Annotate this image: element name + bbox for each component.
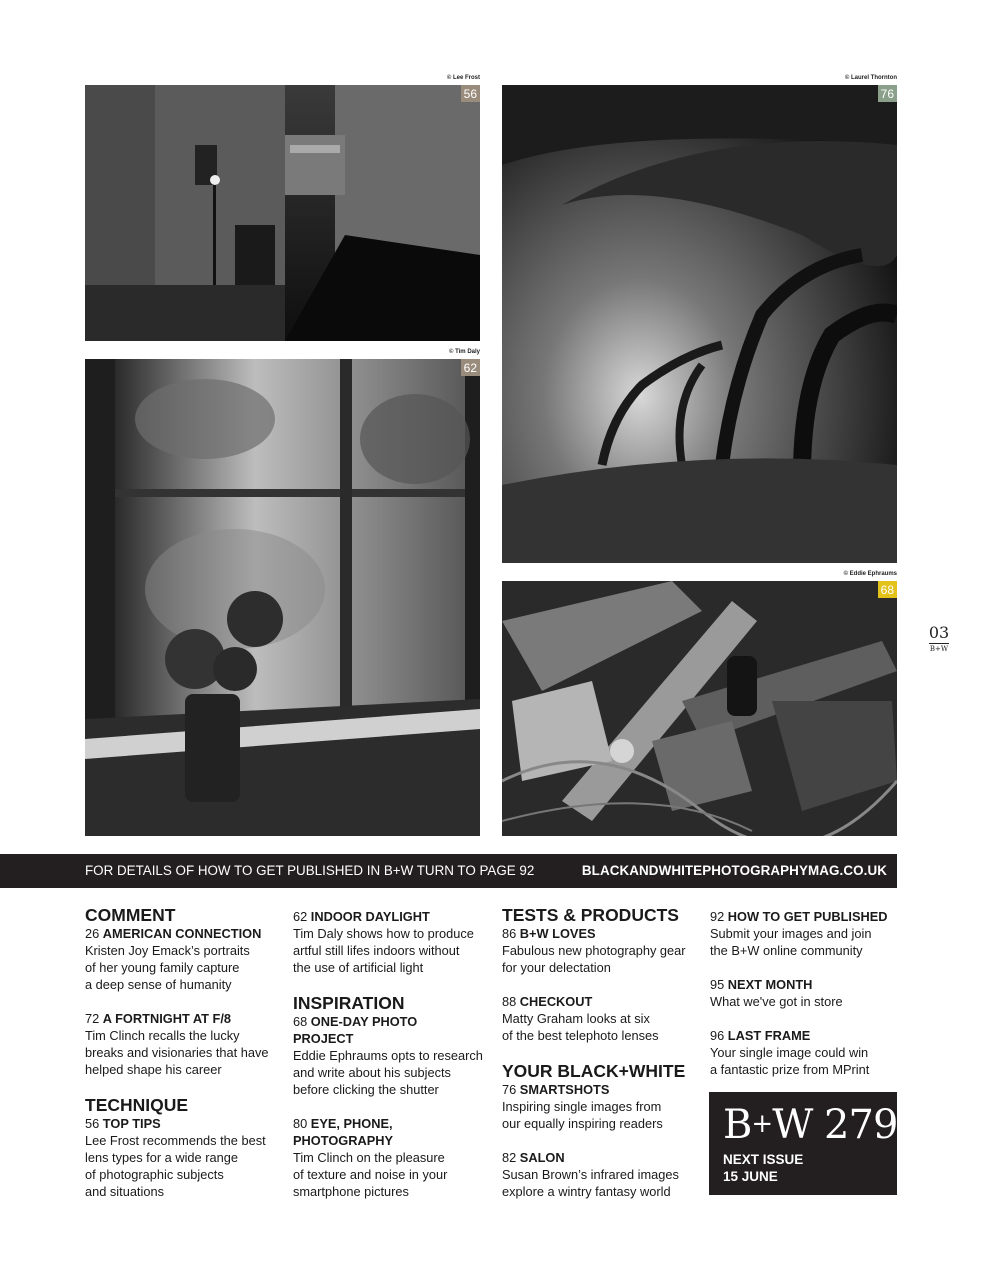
photo-window-still-life bbox=[85, 359, 480, 836]
item-title: SMARTSHOTS bbox=[519, 1082, 610, 1097]
contents-item[interactable] bbox=[710, 1027, 900, 1078]
item-title: SALON bbox=[519, 1150, 565, 1165]
item-description: Eddie Ephraums opts to research and write about his subjects before clicking the shutter bbox=[293, 1048, 483, 1097]
photo-credit: © Laurel Thornton bbox=[844, 75, 897, 81]
item-page: 26 bbox=[85, 926, 100, 941]
photo-twisted-trees bbox=[502, 85, 897, 563]
item-page: 82 bbox=[502, 1150, 517, 1165]
contents-item[interactable] bbox=[502, 1081, 702, 1132]
photo-credit: © Tim Daly bbox=[449, 349, 480, 355]
item-title: ONE-DAY PHOTO bbox=[310, 1014, 418, 1029]
publish-banner bbox=[0, 854, 897, 888]
item-title: AMERICAN CONNECTION bbox=[102, 926, 262, 941]
folio-rule bbox=[929, 643, 949, 644]
section-heading-tests-products: TESTS & PRODUCTS bbox=[502, 905, 679, 925]
item-description: Fabulous new photography gear for your delectation bbox=[502, 943, 686, 975]
contents-column-2 bbox=[293, 908, 493, 1217]
item-title: TOP TIPS bbox=[102, 1116, 161, 1131]
item-description: Lee Frost recommends the best lens types for a wide range of photographic subjects and situations bbox=[85, 1133, 266, 1199]
contents-item[interactable] bbox=[710, 976, 900, 1010]
website-link[interactable]: BLACKANDWHITEPHOTOGRAPHYMAG.CO.UK bbox=[581, 863, 887, 878]
page-number-badge: 56 bbox=[461, 85, 480, 102]
item-description: Your single image could win a fantastic prize from MPrint bbox=[710, 1045, 870, 1077]
item-description: Tim Clinch recalls the lucky breaks and visionaries that have helped shape his career bbox=[85, 1028, 269, 1077]
contents-item[interactable] bbox=[85, 1010, 285, 1078]
contents-item[interactable] bbox=[293, 1115, 493, 1200]
banner-lead-text: FOR DETAILS OF HOW TO GET PUBLISHED IN B+W TURN TO PAGE 92 bbox=[85, 863, 535, 878]
item-title: LAST FRAME bbox=[727, 1028, 811, 1043]
folio-tag: B+W bbox=[929, 645, 949, 653]
next-issue-label: NEXT ISSUE 15 JUNE bbox=[723, 1152, 804, 1184]
item-page: 76 bbox=[502, 1082, 517, 1097]
section-heading-comment: COMMENT bbox=[85, 905, 176, 925]
item-page: 72 bbox=[85, 1011, 100, 1026]
item-title: NEXT MONTH bbox=[727, 977, 813, 992]
section-heading-inspiration: INSPIRATION bbox=[293, 993, 405, 1013]
item-page: 68 bbox=[293, 1014, 308, 1029]
page-folio bbox=[926, 624, 952, 653]
item-description: Matty Graham looks at six of the best telephoto lenses bbox=[502, 1011, 659, 1043]
item-title: INDOOR DAYLIGHT bbox=[310, 909, 430, 924]
item-page: 88 bbox=[502, 994, 517, 1009]
page-number-badge: 62 bbox=[461, 359, 480, 376]
page-number-badge: 68 bbox=[878, 581, 897, 598]
section-heading-technique: TECHNIQUE bbox=[85, 1095, 189, 1115]
item-page: 92 bbox=[710, 909, 725, 924]
item-description: What we've got in store bbox=[710, 994, 843, 1009]
item-page: 80 bbox=[293, 1116, 308, 1131]
photo-credit: © Eddie Ephraums bbox=[843, 571, 897, 577]
item-page: 95 bbox=[710, 977, 725, 992]
item-title: HOW TO GET PUBLISHED bbox=[727, 909, 888, 924]
folio-number: 03 bbox=[928, 623, 950, 642]
item-description: Tim Daly shows how to produce artful still lifes indoors without the use of artificial light bbox=[293, 926, 474, 975]
photo-venice-canal bbox=[85, 85, 480, 341]
item-description: Kristen Joy Emack’s portraits of her young family capture a deep sense of humanity bbox=[85, 943, 250, 992]
contents-item[interactable] bbox=[293, 1013, 493, 1098]
photo-debris-pile bbox=[502, 581, 897, 836]
item-title-continued: PHOTOGRAPHY bbox=[293, 1133, 394, 1148]
next-issue-box bbox=[709, 1092, 897, 1195]
contents-column-4 bbox=[710, 908, 900, 1095]
item-title: EYE, PHONE, bbox=[310, 1116, 393, 1131]
contents-item[interactable] bbox=[85, 1115, 285, 1200]
item-page: 56 bbox=[85, 1116, 100, 1131]
contents-item[interactable] bbox=[710, 908, 900, 959]
item-page: 96 bbox=[710, 1028, 725, 1043]
item-description: Susan Brown’s infrared images explore a wintry fantasy world bbox=[502, 1167, 679, 1199]
contents-item[interactable] bbox=[502, 1149, 702, 1200]
item-page: 86 bbox=[502, 926, 517, 941]
contents-column-3 bbox=[502, 905, 702, 1217]
item-title: B+W LOVES bbox=[519, 926, 596, 941]
contents-item[interactable] bbox=[502, 925, 702, 976]
section-heading-your-black-white: YOUR BLACK+WHITE bbox=[502, 1061, 686, 1081]
page-number-badge: 76 bbox=[878, 85, 897, 102]
item-title: CHECKOUT bbox=[519, 994, 593, 1009]
contents-item[interactable] bbox=[293, 908, 493, 976]
contents-item[interactable] bbox=[502, 993, 702, 1044]
contents-column-1 bbox=[85, 905, 285, 1217]
brand-issue-number: B+W 279 bbox=[723, 1102, 898, 1148]
item-description: Tim Clinch on the pleasure of texture and noise in your smartphone pictures bbox=[293, 1150, 448, 1199]
item-page: 62 bbox=[293, 909, 308, 924]
item-title-continued: PROJECT bbox=[293, 1031, 354, 1046]
item-title: A FORTNIGHT AT F/8 bbox=[102, 1011, 231, 1026]
contents-item[interactable] bbox=[85, 925, 285, 993]
photo-credit: © Lee Frost bbox=[446, 75, 480, 81]
item-description: Submit your images and join the B+W online community bbox=[710, 926, 872, 958]
item-description: Inspiring single images from our equally inspiring readers bbox=[502, 1099, 663, 1131]
